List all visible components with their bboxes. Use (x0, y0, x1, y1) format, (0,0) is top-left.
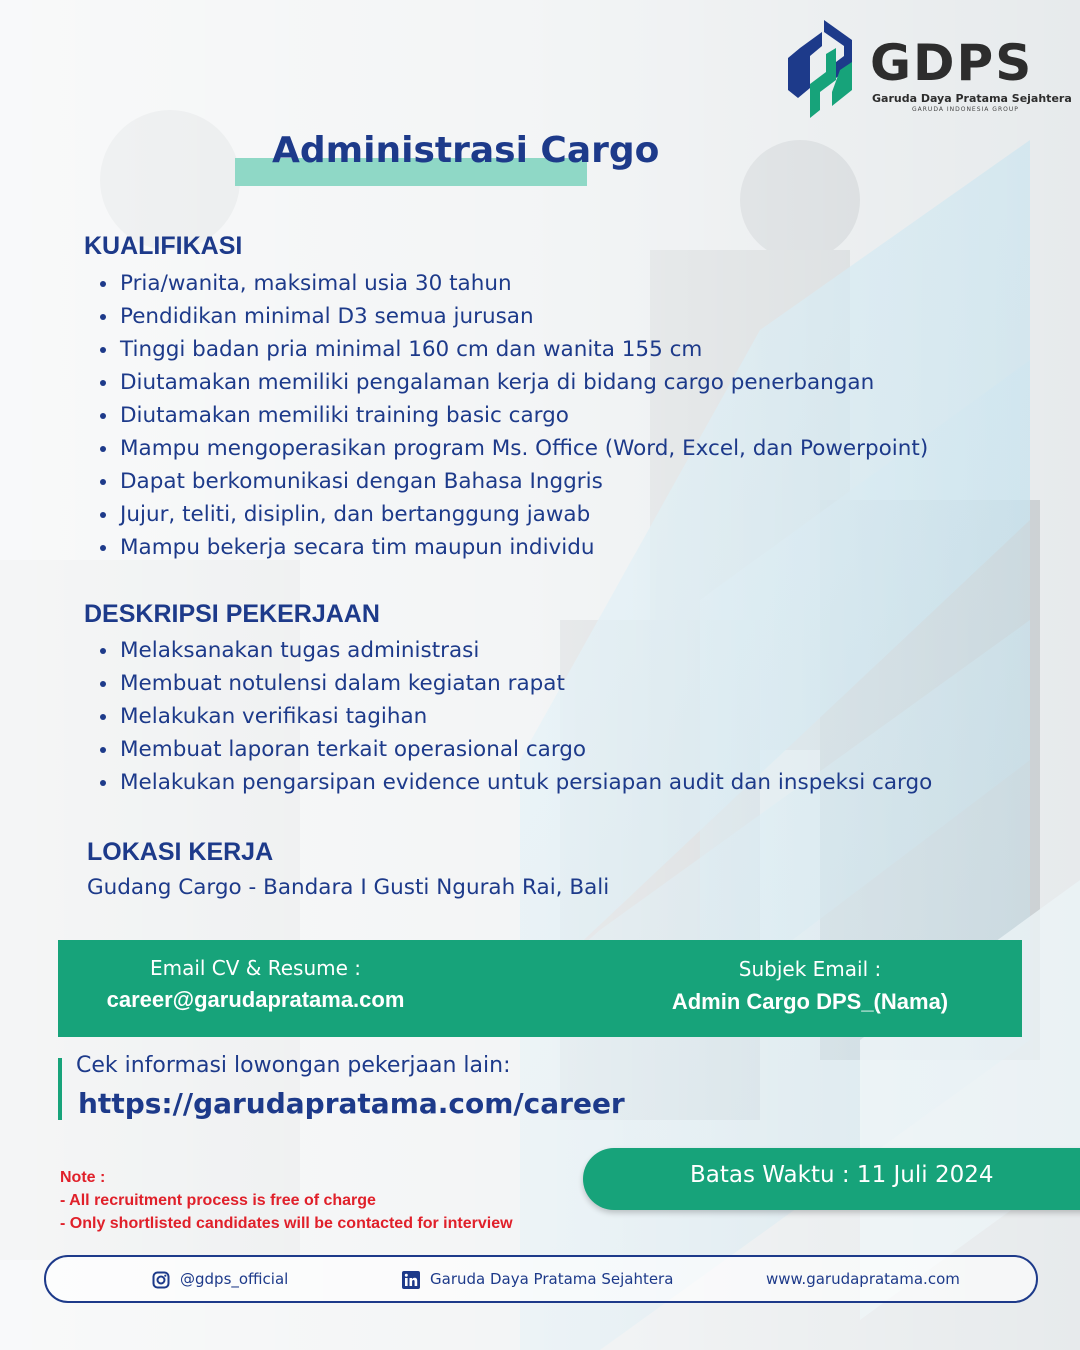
list-item: Pendidikan minimal D3 semua jurusan (85, 300, 928, 333)
career-link[interactable]: https://garudapratama.com/career (78, 1087, 625, 1120)
list-item: Pria/wanita, maksimal usia 30 tahun (85, 267, 928, 300)
note-title: Note : (60, 1169, 106, 1186)
subject-value: Admin Cargo DPS_(Nama) (671, 989, 949, 1014)
footer-bar (44, 1255, 1038, 1303)
deskripsi-heading: DESKRIPSI PEKERJAAN (84, 600, 380, 628)
instagram-icon (152, 1271, 170, 1289)
subject-label: Subjek Email : (738, 957, 882, 981)
list-item: Melakukan verifikasi tagihan (85, 700, 932, 733)
accent-bar (58, 1058, 62, 1120)
list-item: Melakukan pengarsipan evidence untuk persiapan audit dan inspeksi cargo (85, 766, 932, 799)
list-item: Melaksanakan tugas administrasi (85, 634, 932, 667)
list-item: Tinggi badan pria minimal 160 cm dan wanita 155 cm (85, 333, 928, 366)
footer-linkedin[interactable] (402, 1257, 673, 1301)
list-item: Membuat laporan terkait operasional cargo (85, 733, 932, 766)
list-item: Membuat notulensi dalam kegiatan rapat (85, 667, 932, 700)
kualifikasi-list (85, 267, 928, 564)
note-block (60, 1166, 513, 1235)
deskripsi-list (85, 634, 932, 799)
email-label: Email CV & Resume : (149, 956, 362, 980)
note-line: - Only shortlisted candidates will be contacted for interview (60, 1215, 513, 1232)
list-item: Mampu bekerja secara tim maupun individu (85, 531, 928, 564)
linkedin-name: Garuda Daya Pratama Sejahtera (430, 1270, 674, 1288)
logo-text: GDPS (870, 34, 1034, 92)
footer-instagram[interactable] (152, 1257, 288, 1301)
kualifikasi-heading: KUALIFIKASI (84, 232, 243, 260)
instagram-handle: @gdps_official (180, 1270, 289, 1288)
brand-logo (780, 18, 1072, 123)
list-item: Mampu mengoperasikan program Ms. Office (Word, Excel, dan Powerpoint) (85, 432, 928, 465)
note-line: - All recruitment process is free of charge (60, 1192, 376, 1209)
lokasi-heading: LOKASI KERJA (87, 838, 274, 866)
footer-website[interactable]: www.garudapratama.com (766, 1270, 960, 1288)
list-item: Jujur, teliti, disiplin, dan bertanggung jawab (85, 498, 928, 531)
list-item: Diutamakan memiliki pengalaman kerja di bidang cargo penerbangan (85, 366, 928, 399)
other-info-label: Cek informasi lowongan pekerjaan lain: (76, 1053, 511, 1078)
deadline-text: Batas Waktu : 11 Juli 2024 (690, 1162, 994, 1188)
list-item: Dapat berkomunikasi dengan Bahasa Inggris (85, 465, 928, 498)
deadline-badge (583, 1148, 1080, 1210)
logo-subtitle: Garuda Daya Pratama Sejahtera (872, 92, 1072, 105)
lokasi-text: Gudang Cargo - Bandara I Gusti Ngurah Rai, Bali (87, 875, 610, 900)
logo-group: GARUDA INDONESIA GROUP (912, 106, 1019, 113)
email-info-box (58, 940, 1022, 1037)
linkedin-icon (402, 1271, 420, 1289)
gdps-logo-icon (780, 18, 862, 118)
list-item: Diutamakan memiliki training basic cargo (85, 399, 928, 432)
email-link[interactable]: career@garudapratama.com (106, 987, 405, 1012)
page-title: Administrasi Cargo (272, 130, 660, 171)
